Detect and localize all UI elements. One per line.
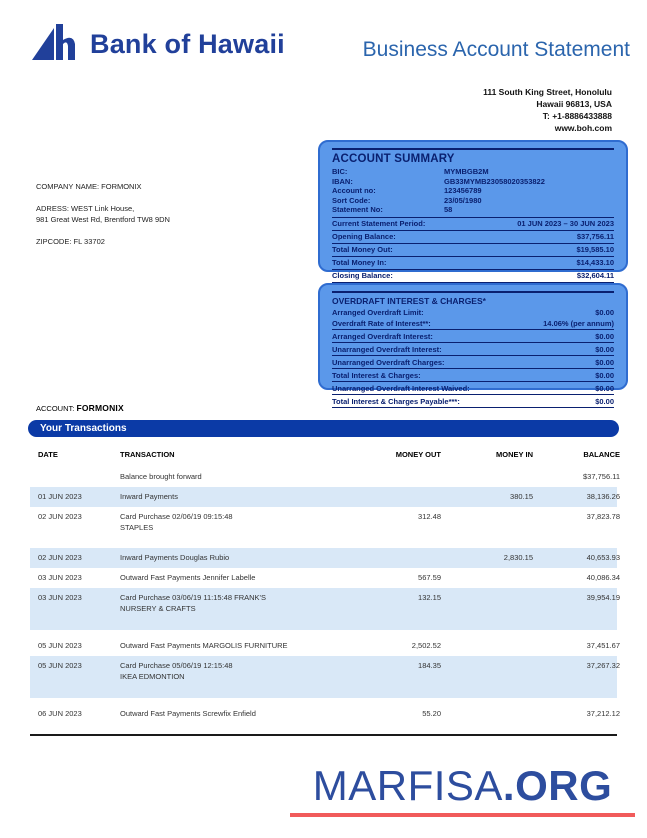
bank-logo xyxy=(30,22,285,66)
account-holder-name: FORMONIX xyxy=(76,403,124,413)
table-row: 01 JUN 2023 Inward Payments 380.15 38,136.26 xyxy=(30,487,617,507)
summary-field-statement-no: Statement No: 58 xyxy=(332,205,453,215)
summary-field-account-no: Account no: 123456789 xyxy=(332,186,482,196)
overdraft-row-total-payable: Total Interest & Charges Payable***: $0.00 xyxy=(332,394,614,408)
watermark-underline xyxy=(290,813,635,817)
divider xyxy=(332,291,614,293)
bank-website: www.boh.com xyxy=(554,123,612,133)
overdraft-row-total-interest: Total Interest & Charges: $0.00 xyxy=(332,368,614,381)
account-summary-box xyxy=(318,140,628,281)
table-row: 02 JUN 2023 Card Purchase 02/06/19 09:15:48 STAPLES 312.48 37,823.78 xyxy=(38,512,620,532)
company-address-line: ADRESS: WEST Link House, xyxy=(36,204,135,213)
watermark-brand: MARFISA xyxy=(312,762,503,809)
table-row: Balance brought forward $37,756.11 xyxy=(120,472,620,481)
table-header-row xyxy=(30,445,620,467)
table-row: 03 JUN 2023 Outward Fast Payments Jennifer Labelle 567.59 40,086.34 xyxy=(38,573,620,582)
company-name: COMPANY NAME: FORMONIX xyxy=(36,182,142,191)
col-header-date: DATE xyxy=(38,450,58,459)
table-row: 05 JUN 2023 Outward Fast Payments MARGOLIS FURNITURE 2,502.52 37,451.67 xyxy=(38,641,620,650)
transactions-header-bar xyxy=(28,420,619,437)
table-row: 05 JUN 2023 Card Purchase 05/06/19 12:15:48 IKEA EDMONTION 184.35 37,267.32 xyxy=(30,656,617,698)
company-zipcode: ZIPCODE: FL 33702 xyxy=(36,237,105,246)
document-title: Business Account Statement xyxy=(362,38,630,61)
col-header-money-in: MONEY IN xyxy=(496,450,533,459)
transactions-title: Your Transactions xyxy=(40,423,127,434)
summary-row-opening-balance: Opening Balance: $37,756.11 xyxy=(332,230,614,243)
table-row: 02 JUN 2023 Inward Payments Douglas Rubio 2,830.15 40,653.93 xyxy=(30,548,617,568)
summary-field-iban: IBAN: GB33MYMB23058020353822 xyxy=(332,176,545,186)
watermark-tld: .ORG xyxy=(502,762,613,809)
summary-field-bic: BIC: MYMBGB2M xyxy=(332,167,489,176)
overdraft-row-interest-waived: Unarranged Overdraft Interest Waived: $0.00 xyxy=(332,381,614,394)
account-holder-line: ACCOUNT: FORMONIX xyxy=(36,403,124,413)
overdraft-title: OVERDRAFT INTEREST & CHARGES* xyxy=(332,296,486,306)
bank-address-line: 111 South King Street, Honolulu xyxy=(483,87,612,97)
overdraft-row-arranged-interest: Arranged Overdraft Interest: $0.00 xyxy=(332,329,614,342)
bank-address-line: T: +1-8886433888 xyxy=(542,111,612,121)
site-watermark xyxy=(290,762,635,817)
bank-name: Bank of Hawaii xyxy=(90,28,285,59)
overdraft-row-unarranged-interest: Unarranged Overdraft Interest: $0.00 xyxy=(332,342,614,355)
summary-row-closing-balance: Closing Balance: $32,604.11 xyxy=(332,269,614,283)
overdraft-charges-box xyxy=(318,283,628,406)
overdraft-row-rate: Overdraft Rate of Interest**: 14.06% (per annum) xyxy=(332,319,614,328)
transactions-table xyxy=(30,445,620,736)
table-row: 06 JUN 2023 Outward Fast Payments Screwfix Enfield 55.20 37,212.12 xyxy=(38,709,620,718)
transactions-section xyxy=(28,420,619,736)
company-info xyxy=(36,181,170,247)
col-header-balance: BALANCE xyxy=(583,450,620,459)
bank-of-hawaii-logo-icon xyxy=(30,22,82,66)
divider xyxy=(332,148,614,150)
col-header-money-out: MONEY OUT xyxy=(395,450,441,459)
summary-row-total-money-out: Total Money Out: $19,585.10 xyxy=(332,243,614,256)
bank-address-line: Hawaii 96813, USA xyxy=(536,99,612,109)
overdraft-row-limit: Arranged Overdraft Limit: $0.00 xyxy=(332,308,614,317)
col-header-transaction: TRANSACTION xyxy=(120,450,175,459)
summary-field-sort-code: Sort Code: 23/05/1980 xyxy=(332,195,482,205)
table-row: 03 JUN 2023 Card Purchase 03/06/19 11:15:48 FRANK'S NURSERY & CRAFTS 132.15 39,954.19 xyxy=(30,588,617,630)
summary-row-statement-period: Current Statement Period: 01 JUN 2023 – 30 JUN 2023 xyxy=(332,217,614,230)
overdraft-row-unarranged-charges: Unarranged Overdraft Charges: $0.00 xyxy=(332,355,614,368)
account-summary-title: ACCOUNT SUMMARY xyxy=(332,153,455,165)
summary-row-total-money-in: Total Money In: $14,433.10 xyxy=(332,256,614,269)
company-address-line: 981 Great West Rd, Brentford TW8 9DN xyxy=(36,215,170,224)
bank-address xyxy=(483,86,612,134)
